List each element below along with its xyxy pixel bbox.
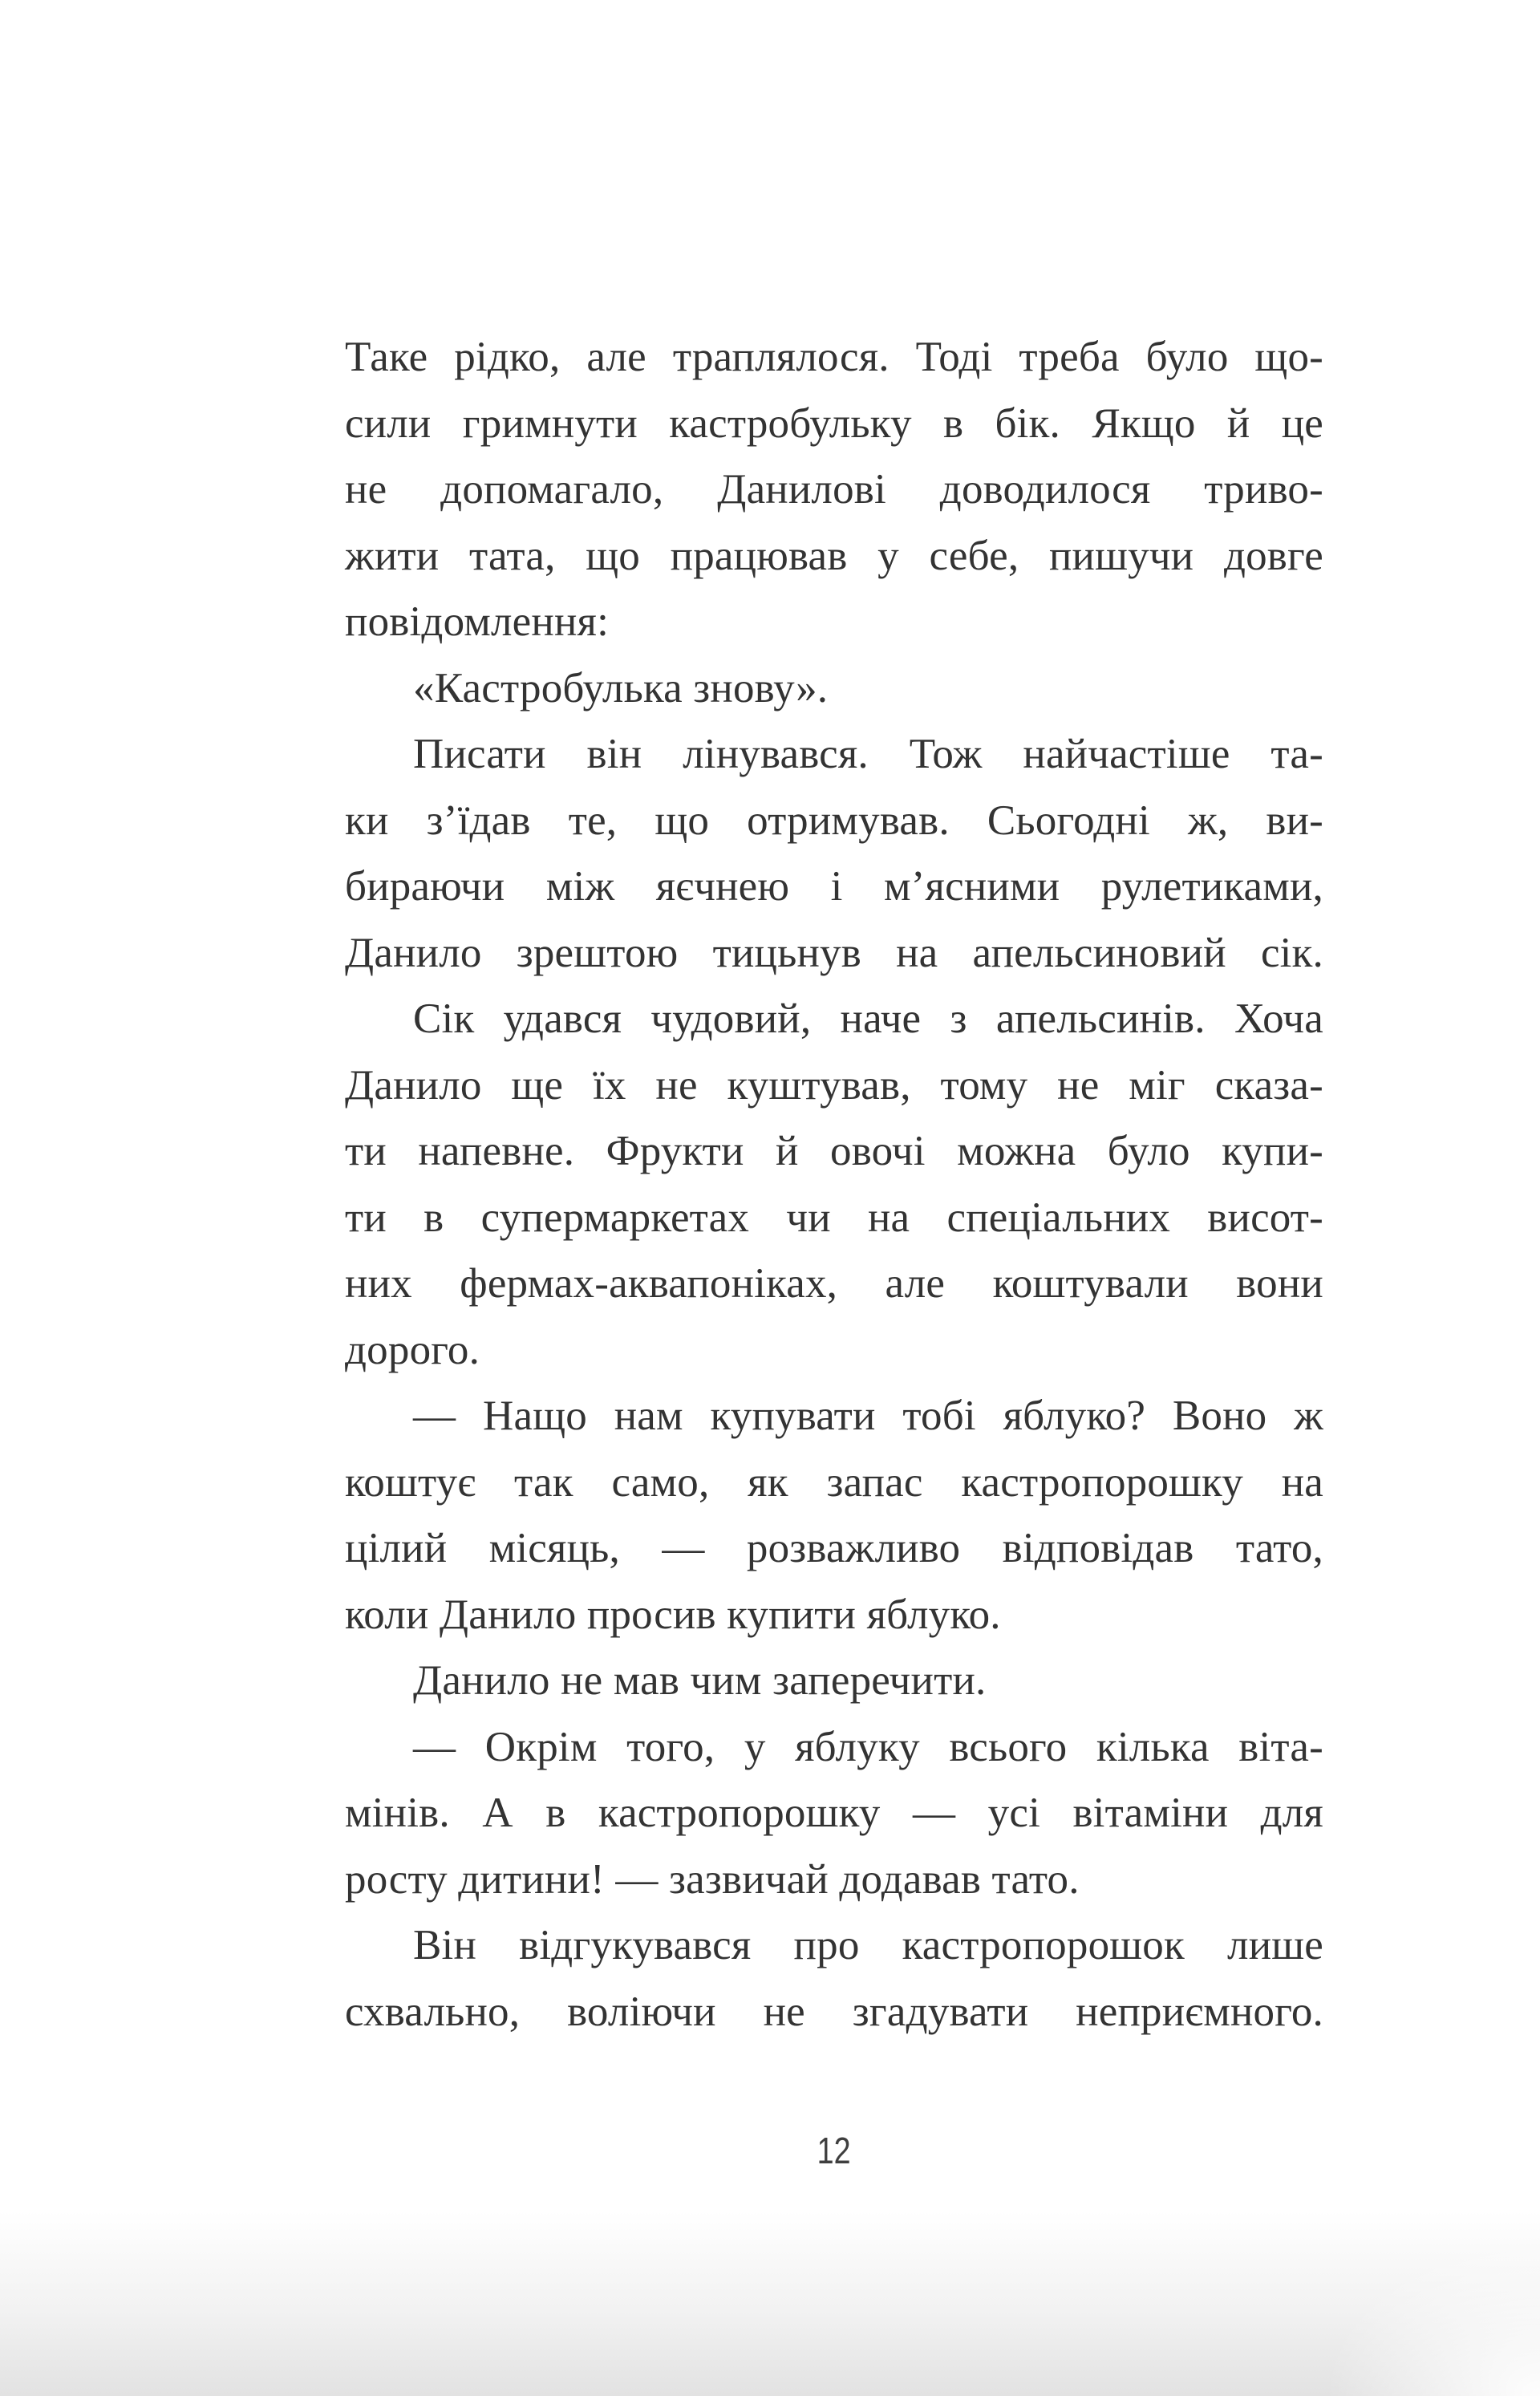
text-line: коли Данило просив купити яблуко. <box>345 1591 1001 1638</box>
text-line: Данило зрештою тицьнув на апельсиновий сік. <box>345 929 1323 976</box>
text-line: бираючи між яєчнею і м’ясними рулетиками, <box>345 863 1323 910</box>
text-line: Таке рідко, але траплялося. Тоді треба було що- <box>345 334 1323 380</box>
paragraph <box>345 1383 1323 1648</box>
text-line: Писати він лінувався. Тож найчастіше та- <box>413 731 1323 777</box>
paragraph <box>345 655 1323 722</box>
text-line: росту дитини! — зазвичай додавав тато. <box>345 1855 1080 1903</box>
text-line: «Кастробулька знову». <box>413 664 829 712</box>
text-line: жити тата, що працював у себе, пишучи довге <box>345 532 1323 579</box>
paragraph <box>345 1648 1323 1714</box>
text-line: — Окрім того, у яблуку всього кілька віта- <box>413 1723 1323 1770</box>
text-line: Він відгукувався про кастропорошок лише <box>413 1922 1323 1968</box>
paragraph <box>345 1714 1323 1913</box>
paragraph <box>345 1912 1323 2045</box>
text-line: сили гримнути кастробульку в бік. Якщо й це <box>345 399 1323 447</box>
text-line: не допомагало, Данилові доводилося триво- <box>345 466 1323 513</box>
page-number: 12 <box>817 2130 851 2171</box>
text-line: ти в супермаркетах чи на спеціальних висот- <box>345 1194 1323 1241</box>
page-number-container <box>345 2127 1323 2174</box>
text-line: цілий місяць, — розважливо відповідав тато, <box>345 1525 1323 1571</box>
paragraph <box>345 324 1323 655</box>
text-line: дорого. <box>345 1326 480 1373</box>
paragraph <box>345 986 1323 1383</box>
text-line: Сік удався чудовий, наче з апельсинів. Хоча <box>413 995 1323 1042</box>
text-line: ти напевне. Фрукти й овочі можна було купи- <box>345 1128 1323 1174</box>
page-text <box>345 324 1323 2045</box>
paragraph <box>345 721 1323 986</box>
text-line: — Нащо нам купувати тобі яблуко? Воно ж <box>413 1393 1323 1439</box>
text-line: них фермах-аквапоніках, але коштували вони <box>345 1260 1323 1307</box>
text-line: коштує так само, як запас кастропорошку на <box>345 1458 1323 1506</box>
text-line: мінів. А в кастропорошку — усі вітаміни для <box>345 1790 1323 1836</box>
text-line: повідомлення: <box>345 598 610 645</box>
page-bottom-shadow <box>0 2212 1540 2396</box>
text-line: схвально, воліючи не згадувати неприємного. <box>345 1988 1323 2035</box>
text-line: Данило не мав чим заперечити. <box>413 1657 987 1704</box>
text-line: ки з’їдав те, що отримував. Сьогодні ж, ви- <box>345 797 1323 844</box>
text-line: Данило ще їх не куштував, тому не міг сказа- <box>345 1061 1323 1109</box>
